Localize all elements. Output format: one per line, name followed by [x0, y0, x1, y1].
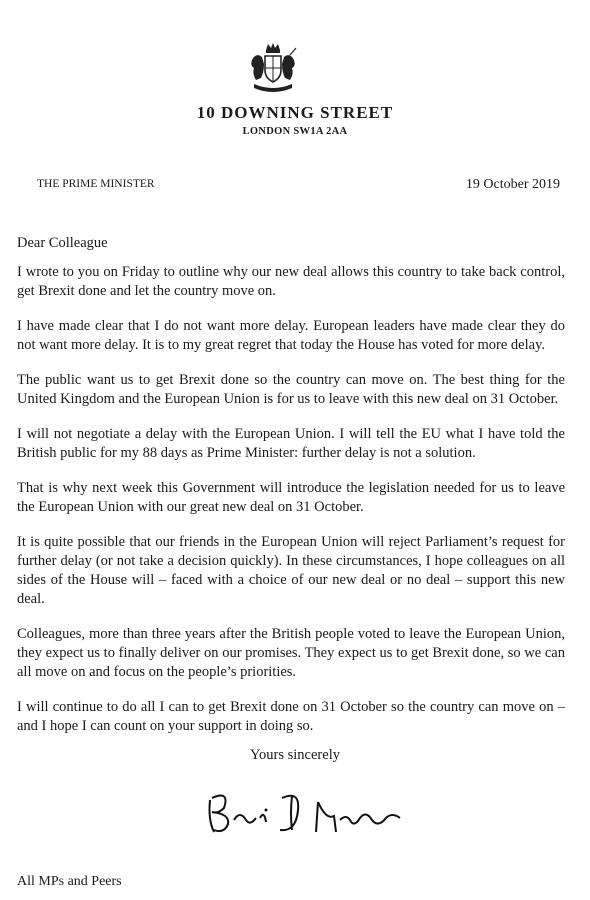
- paragraph: That is why next week this Government will introduce the legislation needed for us to leave the European Union with our great new deal on 31 October.: [17, 480, 565, 515]
- letter-date: 19 October 2019: [465, 177, 560, 192]
- letter-body: [17, 263, 565, 752]
- paragraph: I wrote to you on Friday to outline why our new deal allows this country to take back control, get Brexit done and let the country move on.: [17, 264, 565, 299]
- signature-icon: [200, 780, 440, 840]
- paragraph: Colleagues, more than three years after the British people voted to leave the European Union, they expect us to finally deliver on our promises. They expect us to get Brexit done, so we can all move on and focus on the people’s priorities.: [17, 626, 565, 680]
- paragraph: I have made clear that I do not want more delay. European leaders have made clear they do not want more delay. It is to my great regret that today the House has voted for more delay.: [17, 318, 565, 353]
- closing: Yours sincerely: [250, 747, 340, 763]
- address-line-1: 10 DOWNING STREET: [196, 103, 394, 122]
- royal-crest-icon: [244, 40, 302, 98]
- paragraph: I will not negotiate a delay with the European Union. I will tell the EU what I have told the British public for my 88 days as Prime Minister: further delay is not a solution.: [17, 426, 565, 461]
- cc-recipients: All MPs and Peers: [17, 874, 122, 889]
- sender-title: THE PRIME MINISTER: [37, 178, 155, 190]
- address-line-2: LONDON SW1A 2AA: [242, 126, 348, 137]
- salutation: Dear Colleague: [17, 235, 108, 251]
- paragraph: It is quite possible that our friends in the European Union will reject Parliament’s request for further delay (or not take a decision quickly). In these circumstances, I hope colleagues on all sides of the House will – faced with a choice of our new deal or no deal – support this new deal.: [17, 534, 565, 607]
- paragraph: The public want us to get Brexit done so the country can move on. The best thing for the United Kingdom and the European Union is for us to leave with this new deal on 31 October.: [17, 372, 565, 407]
- paragraph: I will continue to do all I can to get Brexit done on 31 October so the country can move on – and I hope I can count on your support in doing so.: [17, 699, 565, 734]
